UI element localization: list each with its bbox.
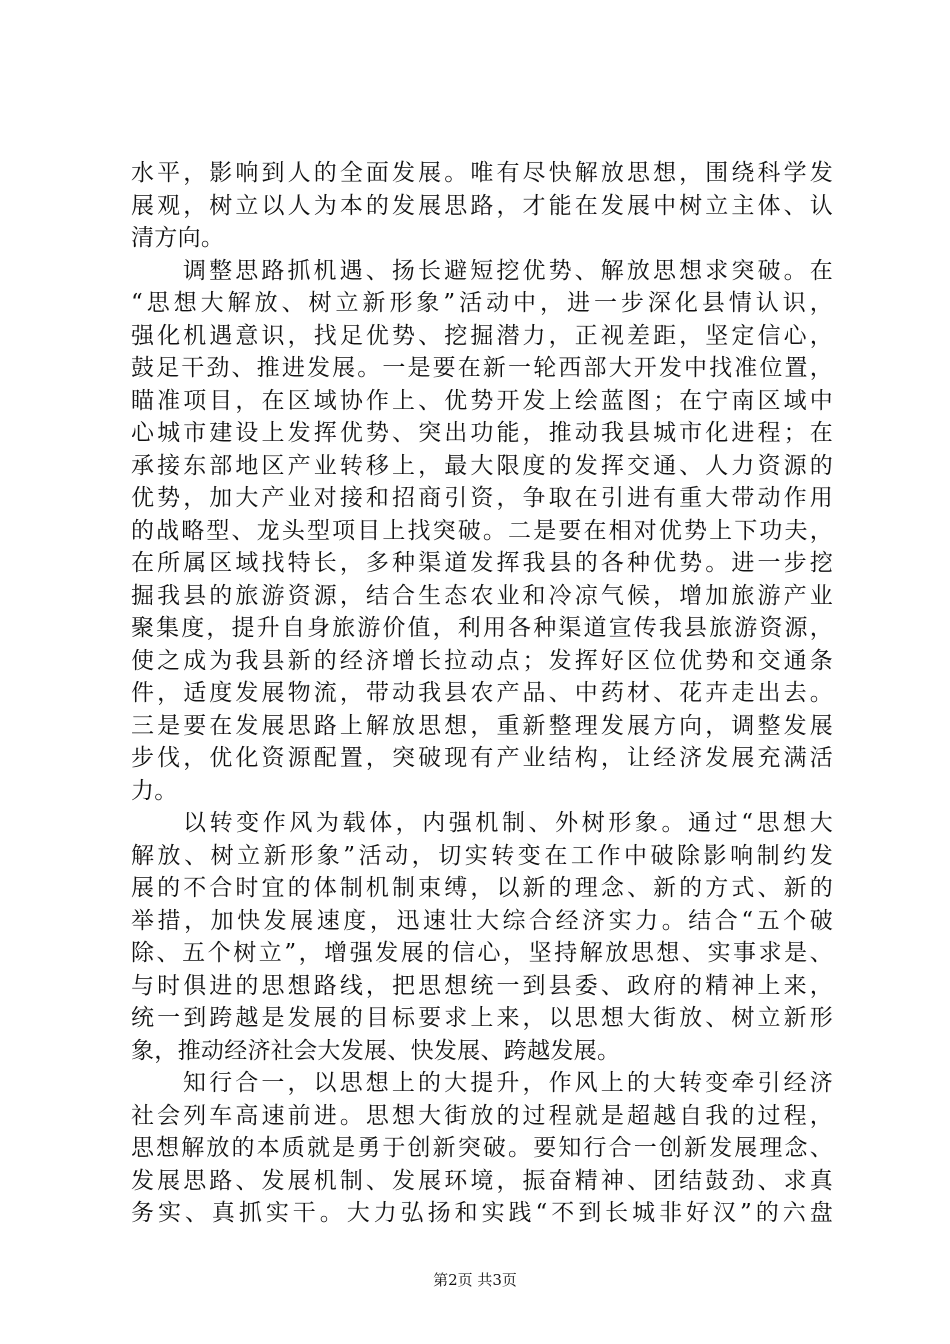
page-footer <box>0 1270 950 1290</box>
text-line: 力。 <box>131 777 178 804</box>
text-line: 强化机遇意识，找足优势、挖掘潜力，正视差距，坚定信心， <box>131 322 833 349</box>
text-line: 社会列车高速前进。思想大街放的过程就是超越自我的过程， <box>131 1102 833 1129</box>
text-line: 的战略型、龙头型项目上找突破。二是要在相对优势上下功夫， <box>131 517 833 544</box>
text-line: 展观，树立以人为本的发展思路，才能在发展中树立主体、认 <box>131 192 833 219</box>
text-line: 与时俱进的思想路线，把思想统一到县委、政府的精神上来， <box>131 972 833 999</box>
text-line: 承接东部地区产业转移上，最大限度的发挥交通、人力资源的 <box>131 452 833 479</box>
text-line: 解放、树立新形象”活动，切实转变在工作中破除影响制约发 <box>131 842 833 869</box>
text-line: 调整思路抓机遇、扬长避短挖优势、解放思想求突破。在 <box>183 257 833 284</box>
text-line: 步伐，优化资源配置，突破现有产业结构，让经济发展充满活 <box>131 745 833 771</box>
page-number-label: 第2页 共3页 <box>433 1271 517 1289</box>
text-line: 除、五个树立”，增强发展的信心，坚持解放思想、实事求是、 <box>131 940 833 966</box>
text-line: 水平，影响到人的全面发展。唯有尽快解放思想，围绕科学发 <box>131 160 833 186</box>
text-line: 清方向。 <box>131 225 225 251</box>
text-line: 掘我县的旅游资源，结合生态农业和冷凉气候，增加旅游产业 <box>131 582 833 609</box>
text-line: 心城市建设上发挥优势、突出功能，推动我县城市化进程；在 <box>131 420 833 446</box>
text-line: 以转变作风为载体，内强机制、外树形象。通过“思想大 <box>183 810 833 836</box>
text-line: 鼓足干劲、推进发展。一是要在新一轮西部大开发中找准位置， <box>131 355 833 381</box>
text-line: 务实、真抓实干。大力弘扬和实践“不到长城非好汉”的六盘 <box>131 1200 833 1226</box>
document-body <box>131 157 833 1230</box>
text-line: 展的不合时宜的体制机制束缚，以新的理念、新的方式、新的 <box>131 875 833 901</box>
text-line: 象，推动经济社会大发展、快发展、跨越发展。 <box>131 1037 621 1064</box>
text-line: 聚集度，提升自身旅游价值，利用各种渠道宣传我县旅游资源， <box>131 615 833 641</box>
text-line: 优势，加大产业对接和招商引资，争取在引进有重大带动作用 <box>131 485 833 511</box>
text-line: 统一到跨越是发展的目标要求上来，以思想大街放、树立新形 <box>131 1005 833 1031</box>
text-line: 思想解放的本质就是勇于创新突破。要知行合一创新发展理念、 <box>131 1135 833 1161</box>
text-line: 使之成为我县新的经济增长拉动点；发挥好区位优势和交通条 <box>131 647 833 674</box>
text-line: 瞄准项目，在区域协作上、优势开发上绘蓝图；在宁南区域中 <box>131 387 833 414</box>
text-line: 件，适度发展物流，带动我县农产品、中药材、花卉走出去。 <box>131 680 833 706</box>
text-line: 举措，加快发展速度，迅速壮大综合经济实力。结合“五个破 <box>131 907 833 934</box>
text-line: 知行合一，以思想上的大提升，作风上的大转变牵引经济 <box>183 1070 833 1096</box>
text-line: 在所属区域找特长，多种渠道发挥我县的各种优势。进一步挖 <box>131 550 833 576</box>
text-line: “思想大解放、树立新形象”活动中，进一步深化县情认识， <box>131 290 833 316</box>
text-line: 三是要在发展思路上解放思想，重新整理发展方向，调整发展 <box>131 712 833 739</box>
text-line: 发展思路、发展机制、发展环境，振奋精神、团结鼓劲、求真 <box>131 1167 833 1194</box>
